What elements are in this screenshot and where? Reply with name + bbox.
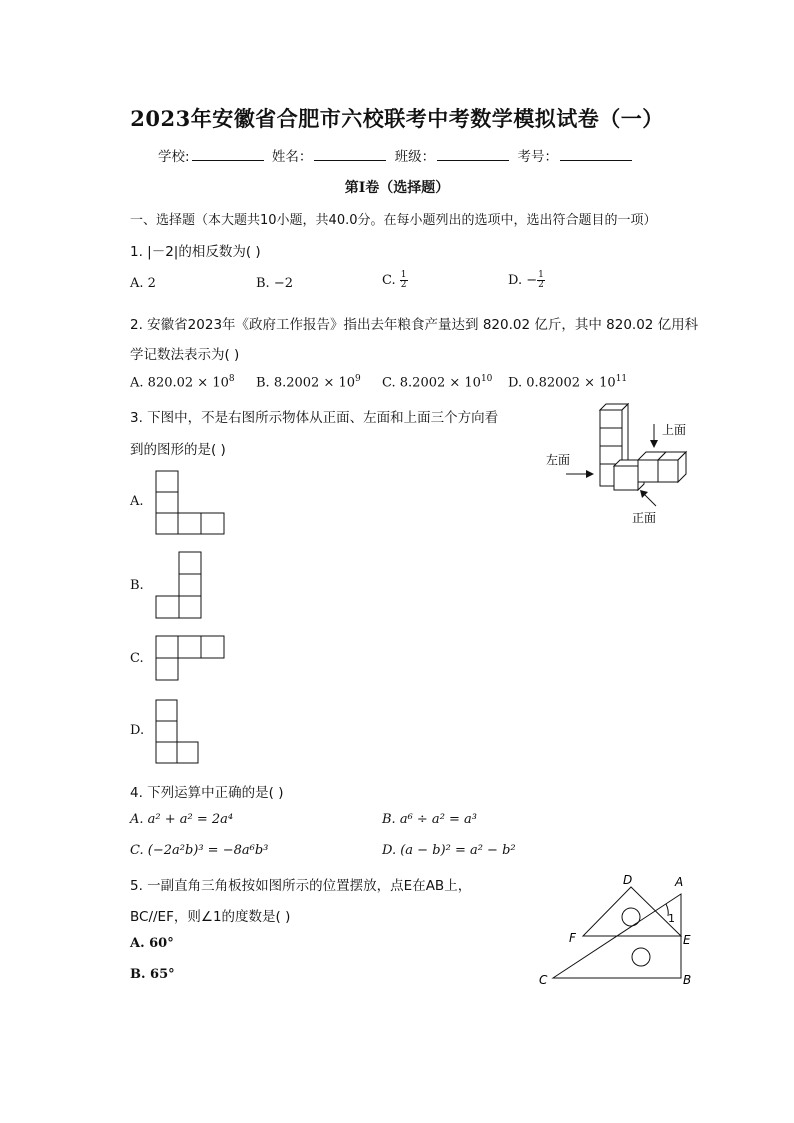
school-blank[interactable]	[192, 148, 264, 161]
q5-stem-line1: 5. 一副直角三角板按如图所示的位置摆放，点E在AB上，	[130, 878, 472, 894]
q4-option-c[interactable]: C. (−2a²b)³ = −8a⁶b³	[130, 843, 269, 858]
q3-option-a[interactable]: A.	[130, 494, 144, 509]
q5-label-e: E	[683, 933, 691, 947]
q1-option-d-fraction: $\frac{1}{2}$	[538, 270, 544, 290]
volume-title: 第I卷（选择题）	[344, 180, 450, 196]
q1-stem: 1. |－2|的相反数为( )	[130, 244, 261, 260]
q1-option-c-fraction: $\frac{1}{2}$	[400, 270, 407, 290]
q3-label-front: 正面	[632, 511, 657, 525]
q4-option-b[interactable]: B. a⁶ ÷ a² = a³	[382, 812, 478, 827]
small-triangle	[583, 887, 681, 936]
q2-option-d[interactable]	[508, 374, 627, 390]
q2-stem-line1: 2. 安徽省2023年《政府工作报告》指出去年粮食产量达到 820.02 亿斤，其中 820.02 亿用科	[130, 317, 699, 333]
q3-stem-line2: 到的图形的是( )	[130, 442, 226, 458]
q1-option-d[interactable]	[508, 271, 545, 290]
section-heading: 一、选择题（本大题共10小题，共40.0分。在每小题列出的选项中，选出符合题目的一项）	[130, 213, 657, 228]
class-label: 班级：	[394, 149, 436, 165]
small-triangle-hole	[622, 908, 640, 926]
q2-option-d-exp: 11	[615, 374, 628, 384]
q2-option-c-exp: 10	[480, 374, 493, 384]
q1-option-c[interactable]	[382, 271, 408, 290]
big-triangle-hole	[632, 948, 650, 966]
exam-no-blank[interactable]	[560, 148, 632, 161]
q5-label-f: F	[569, 931, 576, 945]
q3-cube-figure	[538, 402, 698, 532]
student-info-line	[0, 145, 794, 165]
q2-option-b-label: B.	[256, 375, 270, 391]
q1-option-d-label: D. −	[508, 273, 538, 288]
q5-label-b: B	[683, 973, 692, 987]
q2-option-c-label: C.	[382, 375, 396, 391]
q5-option-a[interactable]: A. 60°	[130, 936, 174, 951]
q4-option-a[interactable]: A. a² + a² = 2a⁴	[130, 812, 234, 827]
exam-no-label: 考号：	[517, 149, 558, 165]
q4-option-d[interactable]: D. (a − b)² = a² − b²	[382, 843, 516, 858]
name-label: 姓名：	[271, 149, 313, 165]
q2-option-b-exp: 9	[355, 374, 361, 384]
q5-label-a: A	[675, 875, 684, 889]
class-blank[interactable]	[437, 148, 509, 161]
q2-option-a[interactable]	[130, 374, 235, 390]
q1-option-b[interactable]: B. −2	[256, 276, 293, 291]
q2-option-d-label: D.	[508, 375, 523, 391]
q3-label-left: 左面	[546, 453, 571, 467]
q5-label-1: 1	[668, 912, 675, 925]
q3-option-d[interactable]: D.	[130, 723, 145, 738]
school-label: 学校:	[158, 149, 190, 165]
q5-label-d: D	[623, 873, 633, 887]
q2-option-a-base: 820.02 × 10	[147, 375, 229, 391]
name-blank[interactable]	[314, 148, 386, 161]
q5-label-c: C	[539, 973, 548, 987]
q2-option-a-exp: 8	[228, 374, 235, 384]
q5-triangle-figure	[535, 872, 705, 992]
q2-option-a-label: A.	[130, 375, 144, 391]
q2-option-b[interactable]	[256, 374, 361, 390]
q2-option-d-base: 0.82002 × 10	[526, 375, 616, 391]
q5-option-b[interactable]: B. 65°	[130, 967, 175, 982]
q5-stem-line2: BC//EF，则∠1的度数是( )	[130, 909, 291, 925]
q3-option-b[interactable]: B.	[130, 578, 144, 593]
exam-title: 2023年安徽省合肥市六校联考中考数学模拟试卷（一）	[130, 106, 664, 131]
q3-stem-line1: 3. 下图中，不是右图所示物体从正面、左面和上面三个方向看	[130, 410, 499, 426]
q3-option-c[interactable]: C.	[130, 651, 144, 666]
q4-stem: 4. 下列运算中正确的是( )	[130, 785, 284, 801]
q1-option-a[interactable]: A. 2	[130, 276, 156, 291]
q3-option-c-figure	[155, 635, 227, 681]
q3-label-top: 上面	[662, 423, 687, 437]
q1-option-c-label: C.	[382, 273, 396, 288]
q2-option-b-base: 8.2002 × 10	[273, 375, 356, 391]
q3-option-d-figure	[155, 699, 201, 765]
q2-stem-line2: 学记数法表示为( )	[130, 347, 240, 363]
q3-option-b-figure	[155, 551, 205, 619]
q2-option-c[interactable]	[382, 374, 492, 390]
q3-option-a-figure	[155, 470, 227, 536]
q2-option-c-base: 8.2002 × 10	[399, 375, 481, 391]
